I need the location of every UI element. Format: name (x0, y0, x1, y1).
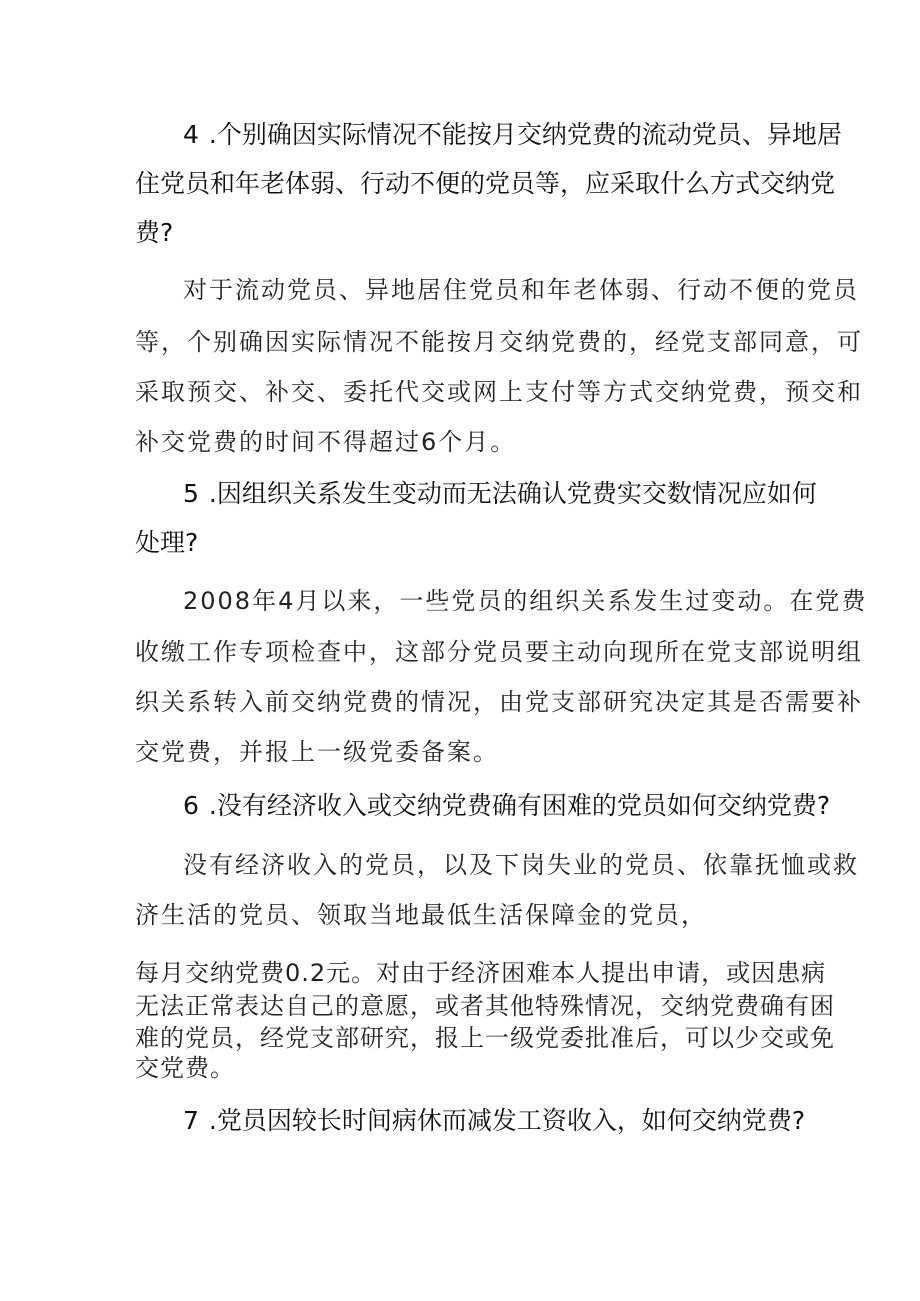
q6-line-1 (183, 786, 830, 822)
q5-number: 5 (183, 479, 199, 508)
q5-line-2: 处理? (135, 528, 199, 557)
a6-line-6: 交党费。 (135, 1054, 235, 1082)
q4-line-2: 住党员和年老体弱、行动不便的党员等，应采取什么方式交纳党 (135, 169, 836, 198)
q6-text-1: .没有经济收入或交纳党费确有困难的党员如何交纳党费? (208, 791, 831, 820)
q4-line-1 (183, 115, 842, 151)
a4-line-2: 等，个别确因实际情况不能按月交纳党费的，经党支部同意，可 (135, 328, 863, 356)
q4-number: 4 (183, 120, 199, 149)
q6-number: 6 (183, 791, 199, 820)
a5-line-4: 交党费，并报上一级党委备案。 (135, 738, 499, 766)
a5-line-1: 2008年4月以来，一些党员的组织关系发生过变动。在党费 (183, 587, 868, 615)
a4-line-3: 采取预交、补交、委托代交或网上支付等方式交纳党费，预交和 (135, 378, 863, 406)
a6-line-4: 无法正常表达自己的意愿，或者其他特殊情况，交纳党费确有困 (135, 992, 835, 1020)
a5-line-3: 织关系转入前交纳党费的情况，由党支部研究决定其是否需要补 (135, 688, 863, 716)
q5-line-1 (183, 474, 817, 510)
q4-text-1: .个别确因实际情况不能按月交纳党费的流动党员、异地居 (208, 120, 842, 149)
a6-line-1: 没有经济收入的党员，以及下岗失业的党员、依靠抚恤或救 (183, 851, 859, 879)
a4-line-1: 对于流动党员、异地居住党员和年老体弱、行动不便的党员 (183, 276, 859, 304)
q7-number: 7 (183, 1106, 199, 1135)
a4-line-4: 补交党费的时间不得超过6个月。 (135, 428, 517, 456)
q7-text-1: .党员因较长时间病休而减发工资收入，如何交纳党费? (208, 1106, 806, 1135)
q5-text-1: .因组织关系发生变动而无法确认党费实交数情况应如何 (208, 479, 817, 508)
a6-line-5: 难的党员，经党支部研究，报上一级党委批准后，可以少交或免 (135, 1024, 835, 1052)
a5-line-2: 收缴工作专项检查中，这部分党员要主动向现所在党支部说明组 (135, 638, 863, 666)
q7-line-1 (183, 1101, 805, 1137)
q4-line-3: 费? (135, 218, 174, 247)
a6-line-3: 每月交纳党费0.2元。对由于经济困难本人提出申请，或因患病 (135, 959, 827, 987)
a6-line-2: 济生活的党员、领取当地最低生活保障金的党员， (135, 901, 707, 929)
